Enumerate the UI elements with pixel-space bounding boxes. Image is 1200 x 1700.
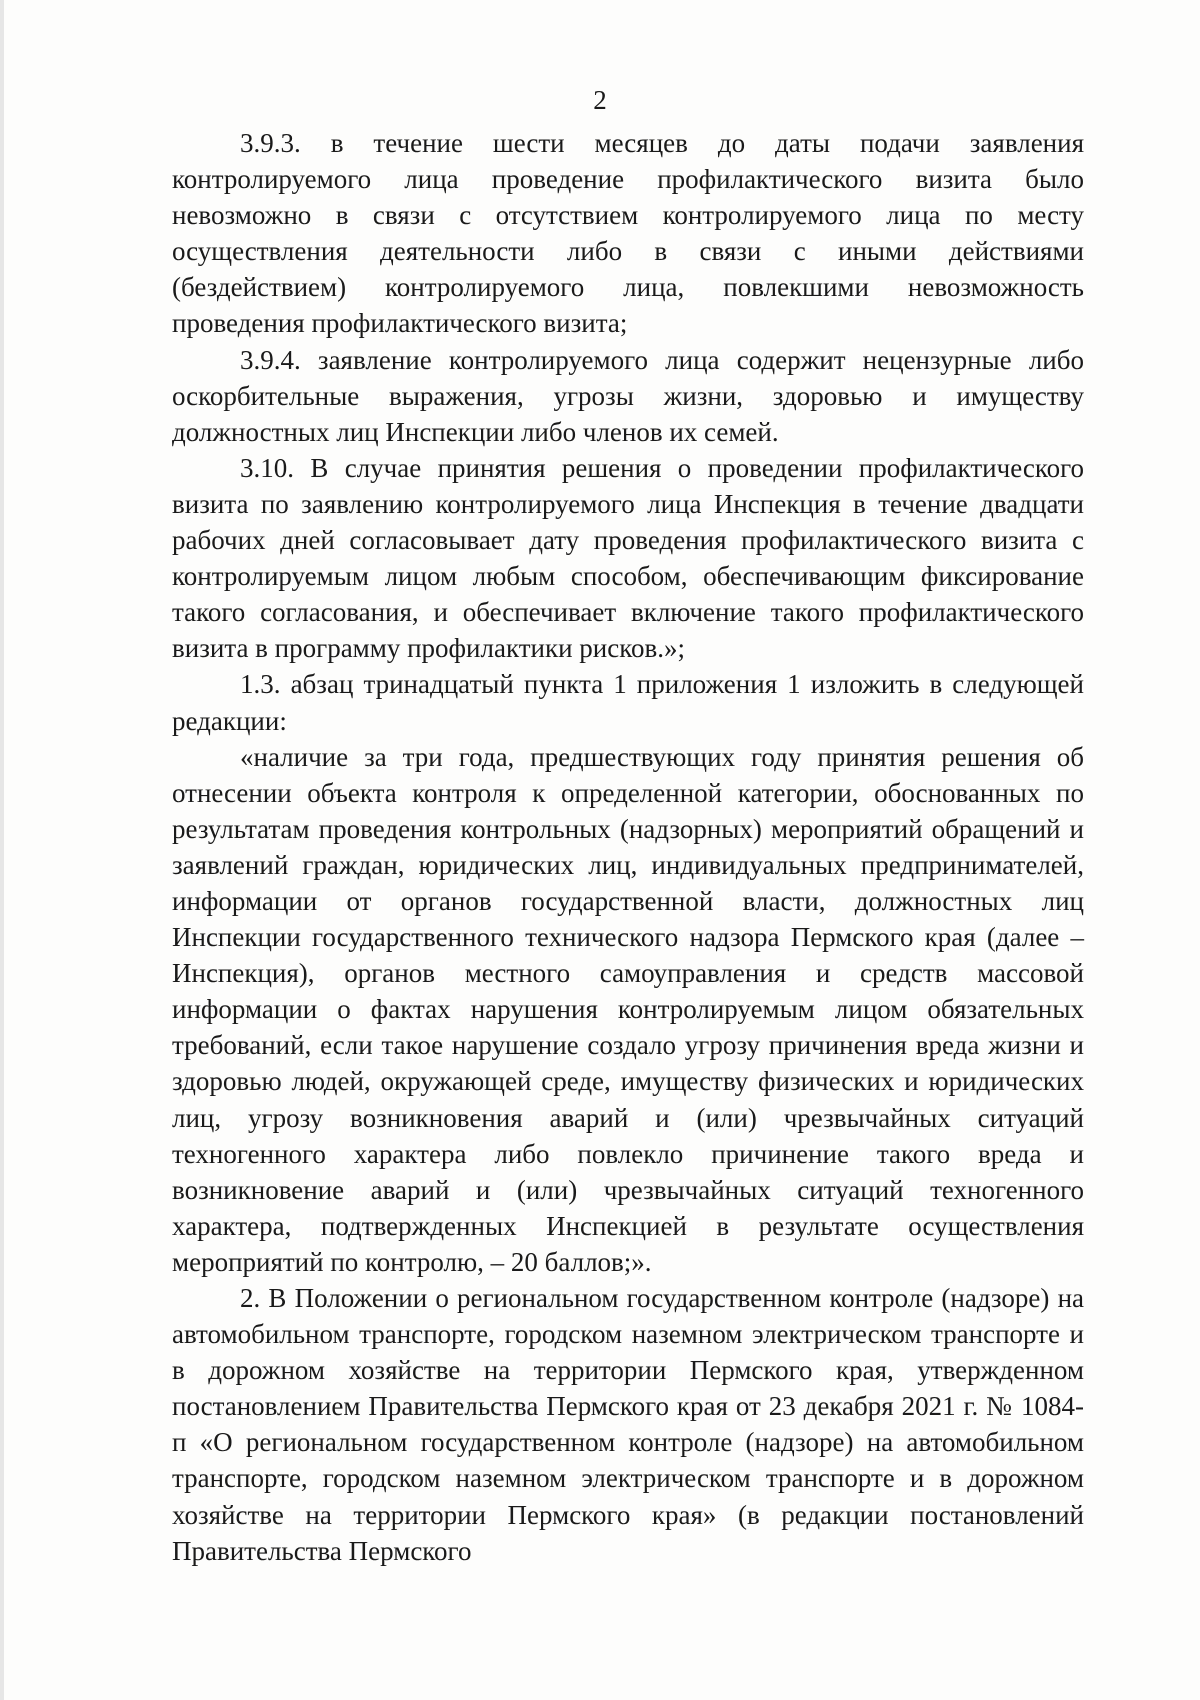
paragraph-3-9-3: 3.9.3. в течение шести месяцев до даты подачи заявления контролируемого лица проведение профилактического визита было невозможно в связи с отсутствием контролируемого лица по месту осуществления деятельности либо в связи с иными действиями (бездействием) контролируемого лица, повлекшими невозможность проведения профилактического визита;: [172, 128, 1084, 339]
paragraph-3-10: 3.10. В случае принятия решения о проведении профилактического визита по заявлению контролируемого лица Инспекция в течение двадцати рабочих дней согласовывает дату проведения профилактического визита с контролируемым лицом любым способом, обеспечивающим фиксирование такого согласования, и обеспечивает включение такого профилактического визита в программу профилактики рисков.»;: [172, 452, 1084, 664]
paragraph-2: 2. В Положении о региональном государственном контроле (надзоре) на автомобильном транспорте, городском наземном электрическом транспорте и в дорожном хозяйстве на территории Пермского края, утвержденном постановлением Правительства Пермского края от 23 декабря 2021 г. № 1084-п «О региональном государственном контроле (надзоре) на автомобильном транспорте, городском наземном электрическом транспорте и в дорожном хозяйстве на территории Пермского края» (в редакции постановлений Правительства Пермского: [172, 1283, 1084, 1566]
paragraph-quoted-text: «наличие за три года, предшествующих году принятия решения об отнесении объекта контроля к определенной категории, обоснованных по результатам проведения контрольных (надзорных) мероприятий обращений и заявлений граждан, юридических лиц, индивидуальных предпринимателей, информации от органов государственной власти, должностных лиц Инспекции государственного технического надзора Пермского края (далее – Инспекция), органов местного самоуправления и средств массовой информации о фактах нарушения контролируемым лицом обязательных требований, если такое нарушение создало угрозу причинения вреда жизни и здоровью людей, окружающей среде, имуществу физических и юридических лиц, угрозу возникновения аварий и (или) чрезвычайных ситуаций техногенного характера либо повлекло причинение такого вреда и возникновение аварий и (или) чрезвычайных ситуаций техногенного характера, подтвержденных Инспекцией в результате осуществления мероприятий по контролю, – 20 баллов;».: [172, 741, 1084, 1277]
paragraph-1-3: 1.3. абзац тринадцатый пункта 1 приложения 1 изложить в следующей редакции:: [172, 669, 1084, 736]
page-number: 2: [593, 85, 607, 115]
document-body: [172, 125, 1084, 1569]
paragraph-3-9-4: 3.9.4. заявление контролируемого лица содержит нецензурные либо оскорбительные выражения, угрозы жизни, здоровью и имуществу должностных лиц Инспекции либо членов их семей.: [172, 344, 1084, 447]
scan-edge: [0, 0, 4, 1700]
